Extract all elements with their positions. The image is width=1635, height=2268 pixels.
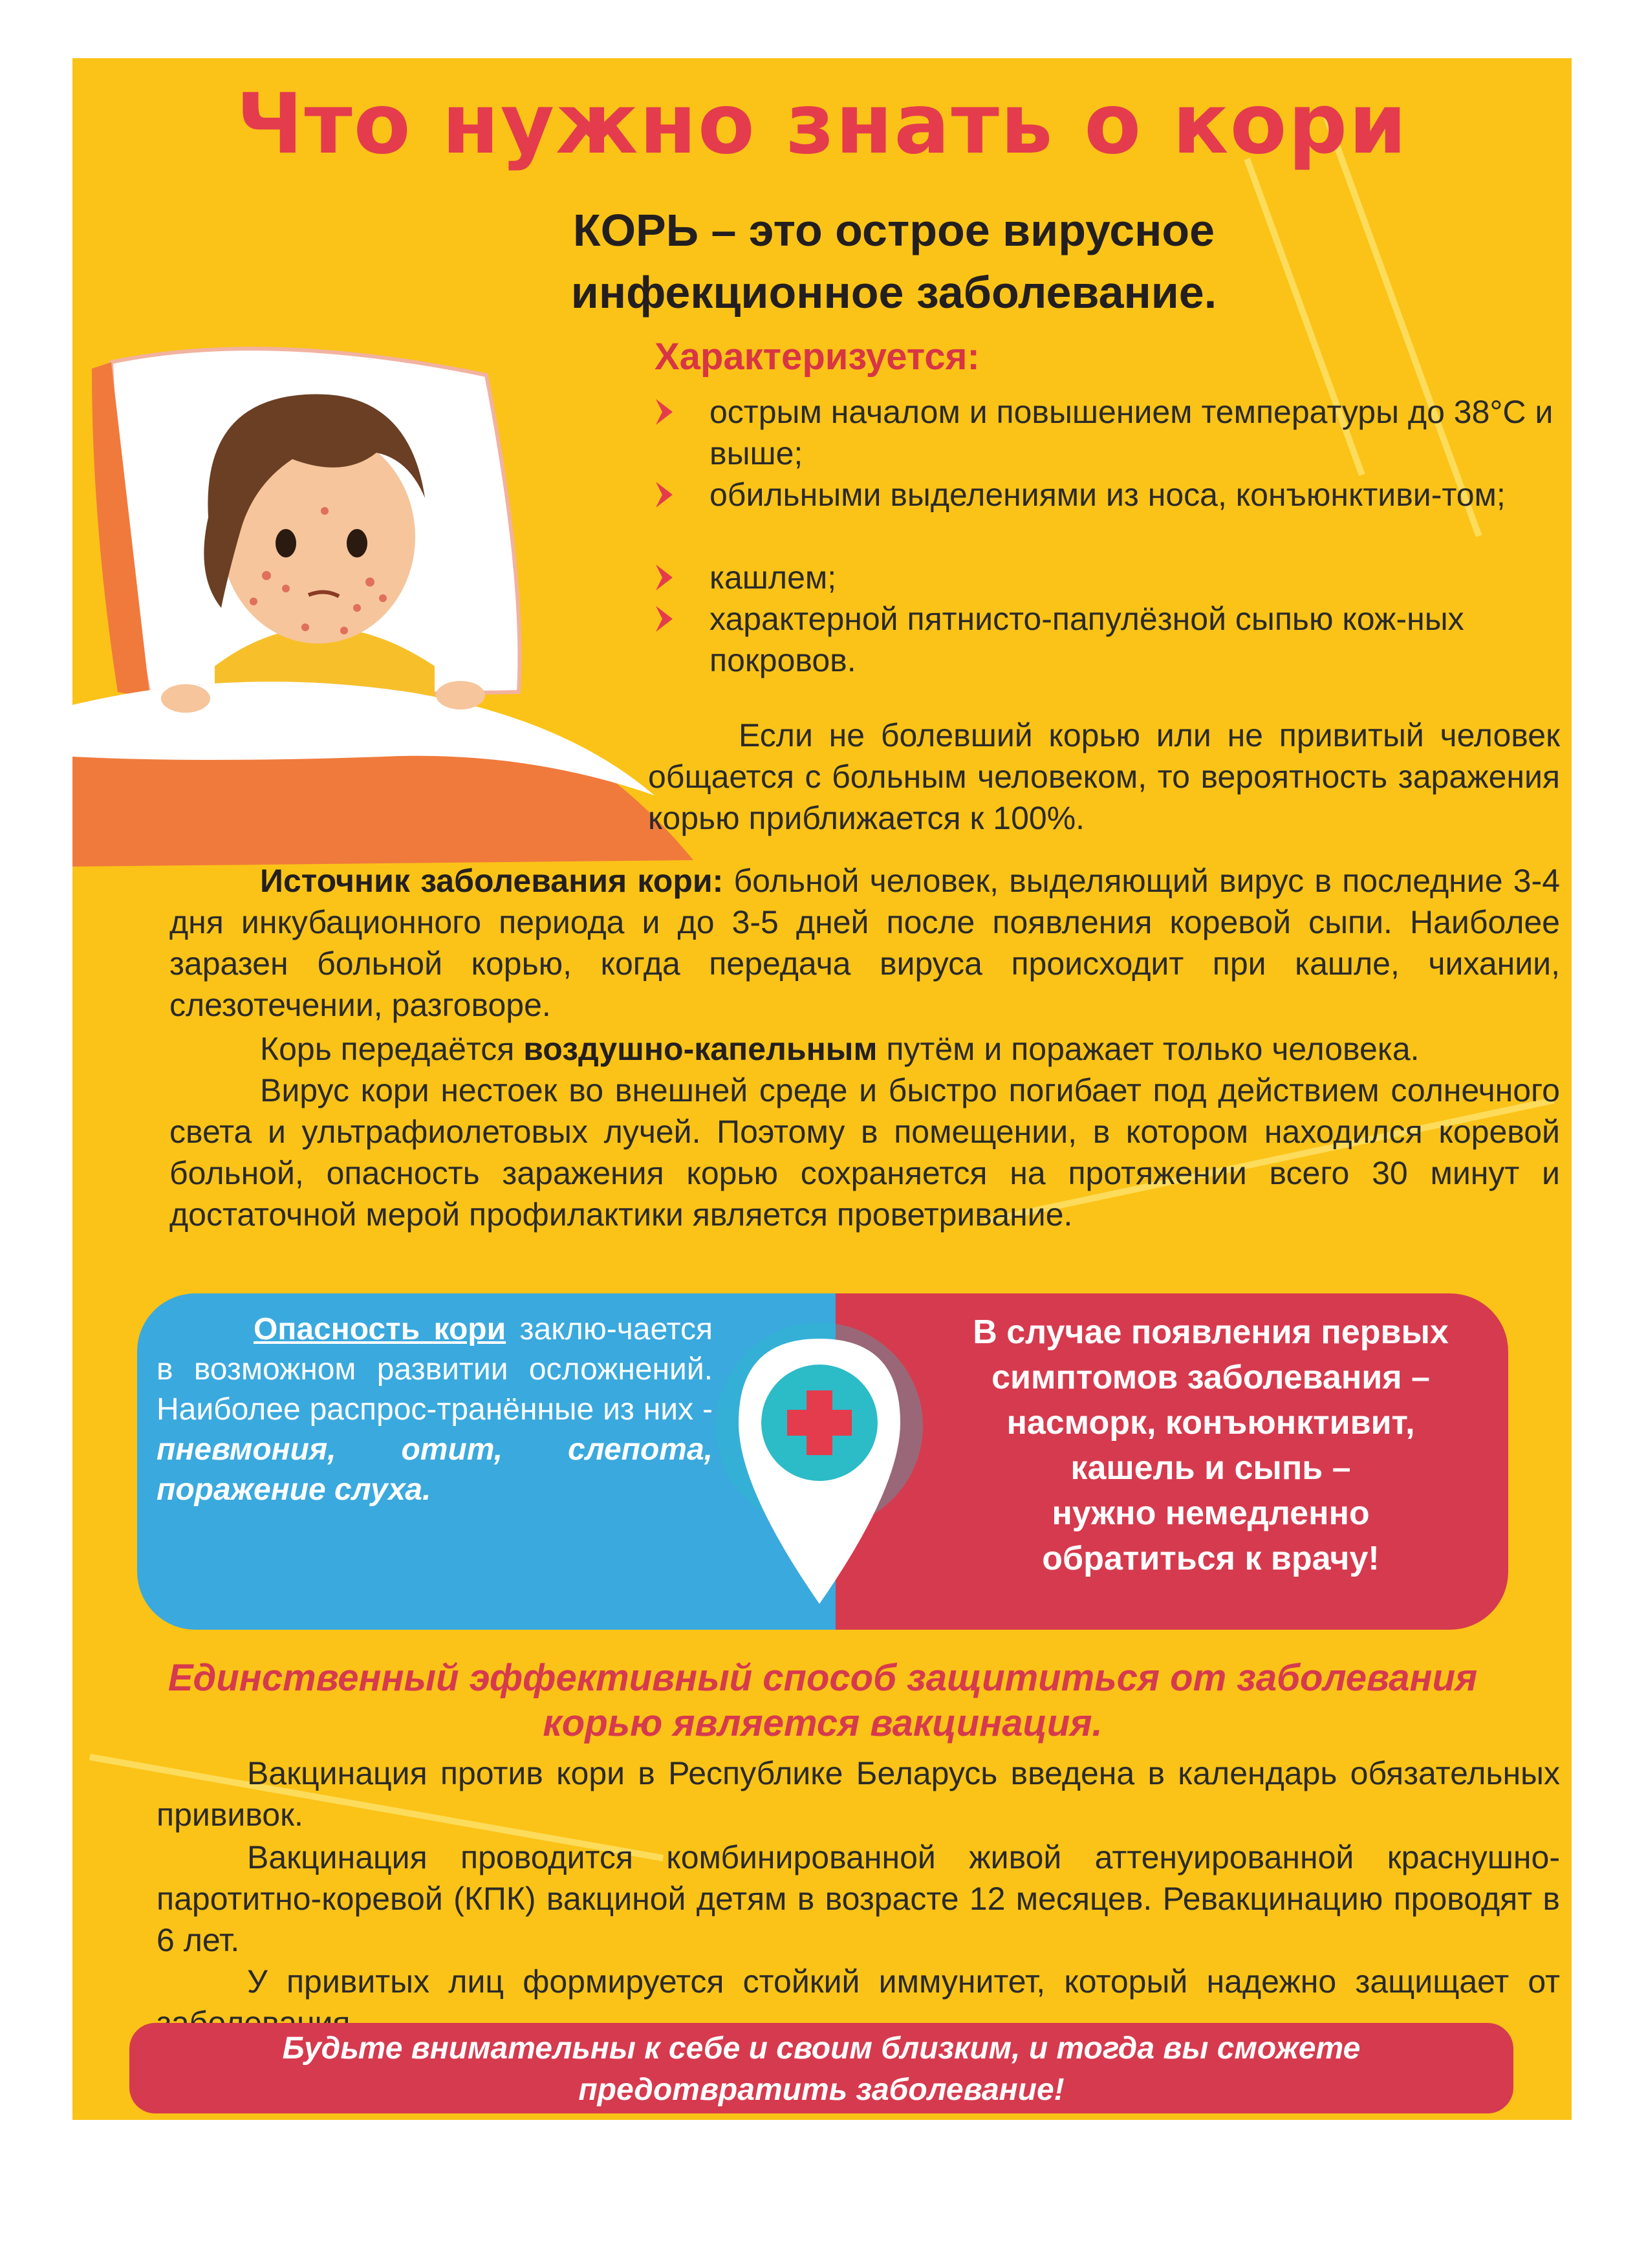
subtitle-line: КОРЬ – это острое вирусное (572, 205, 1215, 255)
footer-text (129, 2028, 1513, 2111)
list-item (648, 391, 1566, 474)
chevron-right-icon (653, 603, 677, 634)
transmission-bold: воздушно-капельным (523, 1031, 878, 1067)
medical-pin-icon (713, 1319, 926, 1617)
contact-paragraph: Если не болевший корью или не привитый человек общается с больным человеком, то вероятность заражения корью приближается к 100%. (648, 717, 1560, 836)
danger-illnesses: пневмония, отит, слепота, поражение слуха. (157, 1432, 713, 1507)
vaccination-heading-line: Единственный эффективный способ защититься от заболевания (168, 1657, 1478, 1699)
symptoms-line: симптомов заболевания – (991, 1359, 1430, 1396)
characteristics-list (648, 391, 1566, 681)
symptoms-line: нужно немедленно (1052, 1495, 1370, 1532)
chevron-right-icon (653, 396, 677, 427)
vaccination-heading (137, 1656, 1508, 1746)
list-item-text: характерной пятнисто-папулёзной сыпью кож-ных покровов. (709, 601, 1464, 678)
danger-text (157, 1310, 713, 1510)
symptoms-line: кашель и сыпь – (1070, 1449, 1351, 1487)
vaccination-heading-line: корью является вакцинация. (543, 1702, 1103, 1744)
vaccination-paragraph-1: Вакцинация против кори в Республике Беларусь введена в календарь обязательных прививок. (157, 1755, 1560, 1833)
footer-line: Будьте внимательны к себе и своим близким, и тогда вы сможете (282, 2031, 1361, 2066)
list-item-text: острым началом и повышением температуры до 38°С и выше; (709, 394, 1554, 471)
virus-paragraph: Вирус кори нестоек во внешней среде и быстро погибает под действием солнечного света и ультрафиолетовых лучей. Поэтому в помещении, в котором находился коревой больной, опасность заражения корью сохраняется на протяжении всего 30 минут и достаточной мерой профилактики является проветривание. (169, 1072, 1560, 1233)
transmission-paragraph (169, 1028, 1560, 1070)
sick-child-illustration (72, 304, 693, 867)
list-item (648, 474, 1566, 557)
vaccination-paragraph-2: Вакцинация проводится комбинированной живой аттенуированной краснушно-паротитно-коревой (КПК) вакциной детям в возрасте 12 месяцев. Ревакцинацию проводят в 6 лет. (157, 1839, 1560, 1958)
symptoms-line: обратиться к врачу! (1042, 1540, 1380, 1577)
chevron-right-icon (653, 479, 677, 510)
danger-lead: Опасность кори (254, 1312, 506, 1346)
transmission-after: путём и поражает только человека. (877, 1031, 1420, 1067)
characteristics-heading: Характеризуется: (655, 336, 980, 378)
source-text: больной человек, выделяющий вирус в последние 3-4 дня инкубационного периода и до 3-5 дней после появления коревой сыпи. Наиболее заразен больной корью, когда передача вируса происходит при кашле, чихании, слезотечении, разговоре. (169, 863, 1561, 1023)
poster (72, 58, 1572, 2120)
list-item (648, 598, 1566, 681)
symptoms-text (939, 1310, 1482, 1581)
chevron-right-icon (653, 562, 677, 593)
source-paragraph (169, 860, 1560, 1026)
footer-line: предотвратить заболевание! (578, 2073, 1065, 2107)
symptoms-line: насморк, конъюнктивит, (1006, 1404, 1415, 1442)
transmission-before: Корь передаётся (260, 1031, 524, 1067)
source-lead: Источник заболевания кори: (260, 863, 724, 899)
subtitle-line: инфекционное заболевание. (570, 267, 1217, 318)
list-item (648, 557, 1566, 598)
danger-body: заклю-чается в возможном развитии осложнений. Наиболее распрос-транённые из них - (157, 1312, 713, 1427)
vaccination-paragraph-3: У привитых лиц формируется стойкий иммунитет, который надежно защищает от (247, 1963, 1560, 2000)
list-item-text: обильными выделениями из носа, конъюнктиви-том; (709, 477, 1506, 513)
list-item-text: кашлем; (709, 559, 837, 596)
page-title: Что нужно знать о кори (236, 76, 1408, 173)
symptoms-line: В случае появления первых (973, 1313, 1449, 1351)
